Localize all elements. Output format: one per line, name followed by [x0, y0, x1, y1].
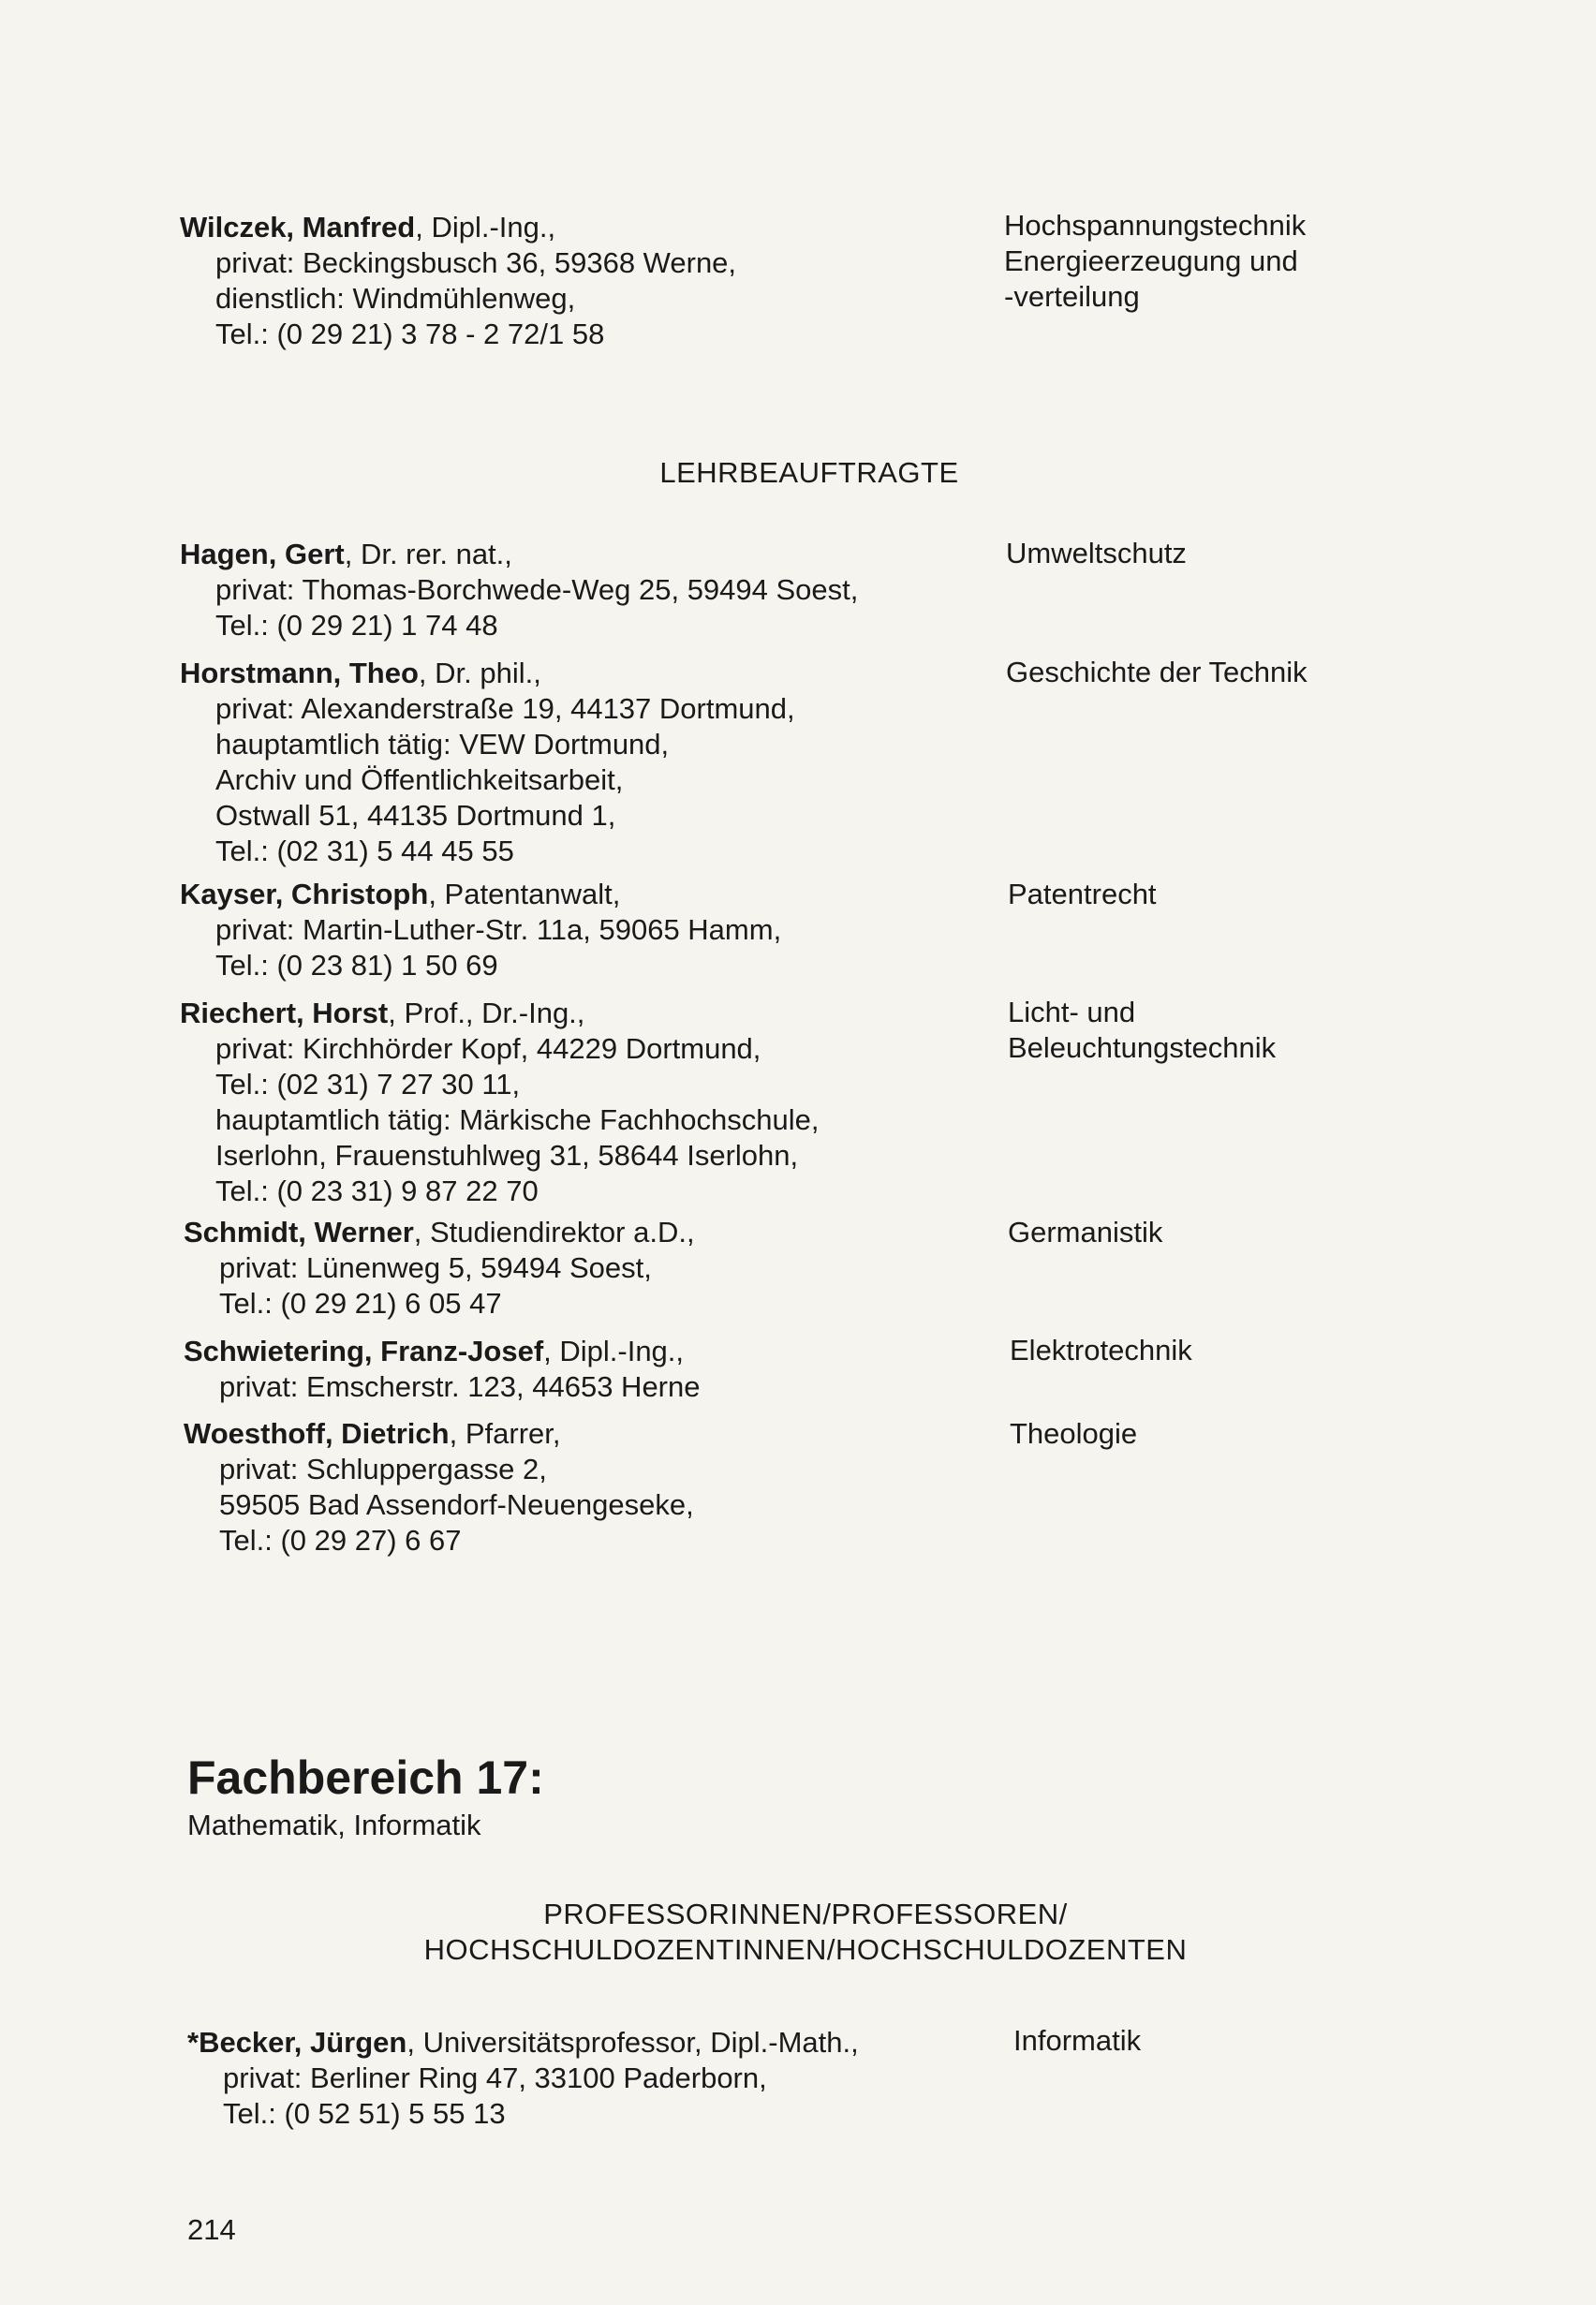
- entry-head: [184, 1334, 989, 1369]
- entry-line: Tel.: (0 29 27) 6 67: [219, 1524, 462, 1557]
- subject-line: Elektrotechnik: [1010, 1334, 1192, 1367]
- entry-title: , Prof., Dr.-Ing.,: [388, 997, 585, 1029]
- entry-line: privat: Martin-Luther-Str. 11a, 59065 Hamm,: [215, 913, 782, 946]
- entry-line: Iserlohn, Frauenstuhlweg 31, 58644 Iserlohn,: [215, 1139, 799, 1172]
- subject-wilczek: [1004, 208, 1529, 315]
- subject-line: Theologie: [1010, 1417, 1138, 1450]
- entry-becker: [187, 2025, 993, 2132]
- entry-head: [180, 877, 985, 912]
- entry-title: , Studiendirektor a.D.,: [413, 1216, 695, 1249]
- subject-schwietering: [1010, 1333, 1534, 1368]
- entry-head: [180, 656, 985, 691]
- entry-name: Woesthoff, Dietrich: [184, 1417, 450, 1450]
- entry-head: [180, 996, 985, 1031]
- entry-line: Tel.: (0 29 21) 3 78 - 2 72/1 58: [215, 318, 605, 350]
- entry-name: Horstmann, Theo: [180, 657, 419, 689]
- subject-schmidt: [1008, 1215, 1532, 1250]
- entry-line: dienstlich: Windmühlenweg,: [215, 282, 576, 315]
- entry-hagen: [180, 537, 985, 643]
- subject-line: Informatik: [1013, 2024, 1142, 2057]
- subject-line: Geschichte der Technik: [1006, 656, 1308, 688]
- entry-line: privat: Emscherstr. 123, 44653 Herne: [219, 1370, 701, 1403]
- entry-line: privat: Kirchhörder Kopf, 44229 Dortmund,: [215, 1032, 761, 1065]
- entry-line: privat: Thomas-Borchwede-Weg 25, 59494 Soest,: [215, 573, 859, 606]
- entry-name: Kayser, Christoph: [180, 878, 429, 910]
- subject-horstmann: [1006, 655, 1530, 690]
- subject-line: -verteilung: [1004, 280, 1140, 313]
- entry-line: 59505 Bad Assendorf-Neuengeseke,: [219, 1488, 694, 1521]
- entry-riechert: [180, 996, 985, 1209]
- entry-schwietering: [184, 1334, 989, 1405]
- entry-line: Tel.: (0 23 31) 9 87 22 70: [215, 1175, 539, 1207]
- entry-head: [180, 537, 985, 572]
- entry-line: privat: Beckingsbusch 36, 59368 Werne,: [215, 246, 737, 279]
- entry-line: Archiv und Öffentlichkeitsarbeit,: [215, 763, 624, 796]
- entry-line: privat: Lünenweg 5, 59494 Soest,: [219, 1251, 652, 1284]
- page-number: 214: [187, 2213, 236, 2246]
- entry-line: privat: Berliner Ring 47, 33100 Paderborn,: [223, 2061, 767, 2094]
- entry-title: , Dr. rer. nat.,: [344, 538, 512, 570]
- section-heading-line: HOCHSCHULDOZENTINNEN/HOCHSCHULDOZENTEN: [423, 1933, 1188, 1966]
- subject-line: Beleuchtungstechnik: [1008, 1031, 1277, 1064]
- entry-name: Riechert, Horst: [180, 997, 389, 1029]
- entry-line: privat: Alexanderstraße 19, 44137 Dortmund,: [215, 692, 795, 725]
- entry-line: Tel.: (0 29 21) 1 74 48: [215, 609, 498, 642]
- subject-becker: [1013, 2023, 1538, 2059]
- section-heading-lehrbeauftragte: LEHRBEAUFTRAGTE: [659, 456, 959, 489]
- entry-line: Tel.: (0 29 21) 6 05 47: [219, 1287, 502, 1320]
- subject-line: Umweltschutz: [1006, 537, 1187, 569]
- subject-line: Energieerzeugung und: [1004, 244, 1298, 277]
- entry-line: Tel.: (02 31) 7 27 30 11,: [215, 1068, 521, 1101]
- subject-line: Hochspannungstechnik: [1004, 209, 1307, 242]
- entry-schmidt: [184, 1215, 989, 1322]
- entry-name: Schwietering, Franz-Josef: [184, 1335, 544, 1367]
- subject-kayser: [1008, 877, 1532, 912]
- entry-head: [184, 1215, 989, 1250]
- entry-kayser: [180, 877, 985, 983]
- entry-title: , Universitätsprofessor, Dipl.-Math.,: [406, 2026, 859, 2059]
- entry-line: Tel.: (0 52 51) 5 55 13: [223, 2097, 506, 2130]
- entry-horstmann: [180, 656, 985, 869]
- entry-line: Ostwall 51, 44135 Dortmund 1,: [215, 799, 616, 832]
- entry-name: Hagen, Gert: [180, 538, 345, 570]
- entry-wilczek: [180, 210, 985, 352]
- subject-hagen: [1006, 536, 1530, 571]
- entry-title: , Dipl.-Ing.,: [543, 1335, 685, 1367]
- fachbereich-title: Fachbereich 17:: [187, 1751, 544, 1804]
- entry-line: Tel.: (02 31) 5 44 45 55: [215, 835, 514, 867]
- entry-title: , Patentanwalt,: [428, 878, 621, 910]
- section-heading-professoren: [0, 1897, 1596, 1968]
- entry-title: , Dr. phil.,: [418, 657, 541, 689]
- entry-head: [184, 1416, 989, 1452]
- subject-riechert: [1008, 995, 1532, 1066]
- subject-line: Licht- und: [1008, 996, 1136, 1028]
- entry-woesthoff: [184, 1416, 989, 1559]
- entry-name: *Becker, Jürgen: [187, 2026, 407, 2059]
- subject-line: Patentrecht: [1008, 878, 1157, 910]
- subject-woesthoff: [1010, 1416, 1534, 1452]
- entry-head: [180, 210, 985, 245]
- entry-line: privat: Schluppergasse 2,: [219, 1453, 547, 1485]
- fachbereich-subtitle: Mathematik, Informatik: [187, 1809, 481, 1841]
- entry-line: hauptamtlich tätig: VEW Dortmund,: [215, 728, 670, 761]
- entry-name: Schmidt, Werner: [184, 1216, 414, 1249]
- entry-head: [187, 2025, 993, 2061]
- entry-name: Wilczek, Manfred: [180, 211, 416, 244]
- entry-line: hauptamtlich tätig: Märkische Fachhochschule,: [215, 1103, 820, 1136]
- section-heading-line: PROFESSORINNEN/PROFESSOREN/: [543, 1898, 1068, 1930]
- entry-title: , Pfarrer,: [449, 1417, 561, 1450]
- subject-line: Germanistik: [1008, 1216, 1163, 1249]
- entry-title: , Dipl.-Ing.,: [415, 211, 556, 244]
- entry-line: Tel.: (0 23 81) 1 50 69: [215, 949, 498, 982]
